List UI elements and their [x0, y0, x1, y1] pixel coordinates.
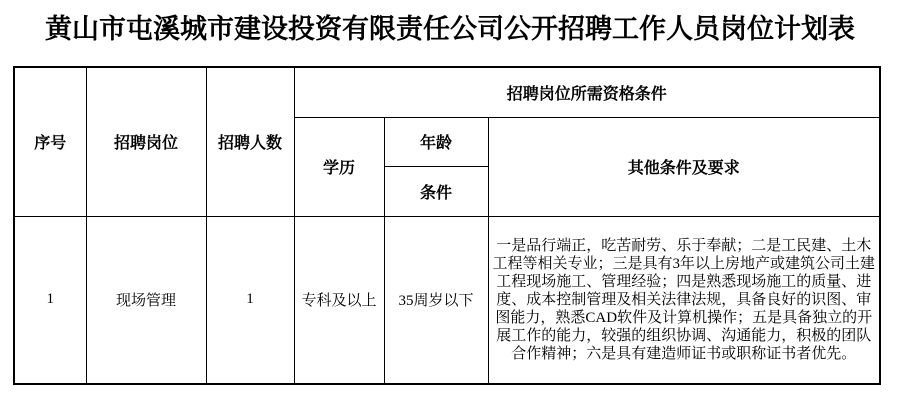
recruitment-table [13, 66, 881, 385]
cell-headcount: 1 [206, 216, 294, 384]
header-position: 招聘岗位 [86, 67, 206, 216]
cell-serial: 1 [14, 216, 86, 384]
header-qualifications-group: 招聘岗位所需资格条件 [294, 67, 880, 117]
header-serial: 序号 [14, 67, 86, 216]
cell-age-limit: 35周岁以下 [384, 216, 488, 384]
header-education: 学历 [294, 117, 384, 216]
header-age-line1: 年龄 [384, 117, 488, 166]
cell-other-requirements: 一是品行端正，吃苦耐劳、乐于奉献；二是工民建、土木工程等相关专业；三是具有3年以上房地产或建筑公司土建工程现场施工、管理经验；四是熟悉现场施工的质量、进度、成本控制管理及相关法律法规，具备良好的识图、审图能力，熟悉CAD软件及计算机操作；五是具备独立的开展工作的能力，较强的组织协调、沟通能力，积极的团队合作精神；六是具有建造师证书或职称证书者优先。 [488, 216, 880, 384]
header-other-requirements: 其他条件及要求 [488, 117, 880, 216]
page-title: 黄山市屯溪城市建设投资有限责任公司公开招聘工作人员岗位计划表 [45, 14, 855, 44]
header-headcount: 招聘人数 [206, 67, 294, 216]
header-age-line2: 条件 [384, 166, 488, 216]
header-row-1 [14, 67, 880, 117]
cell-position: 现场管理 [86, 216, 206, 384]
table-row [14, 216, 880, 384]
cell-education: 专科及以上 [294, 216, 384, 384]
